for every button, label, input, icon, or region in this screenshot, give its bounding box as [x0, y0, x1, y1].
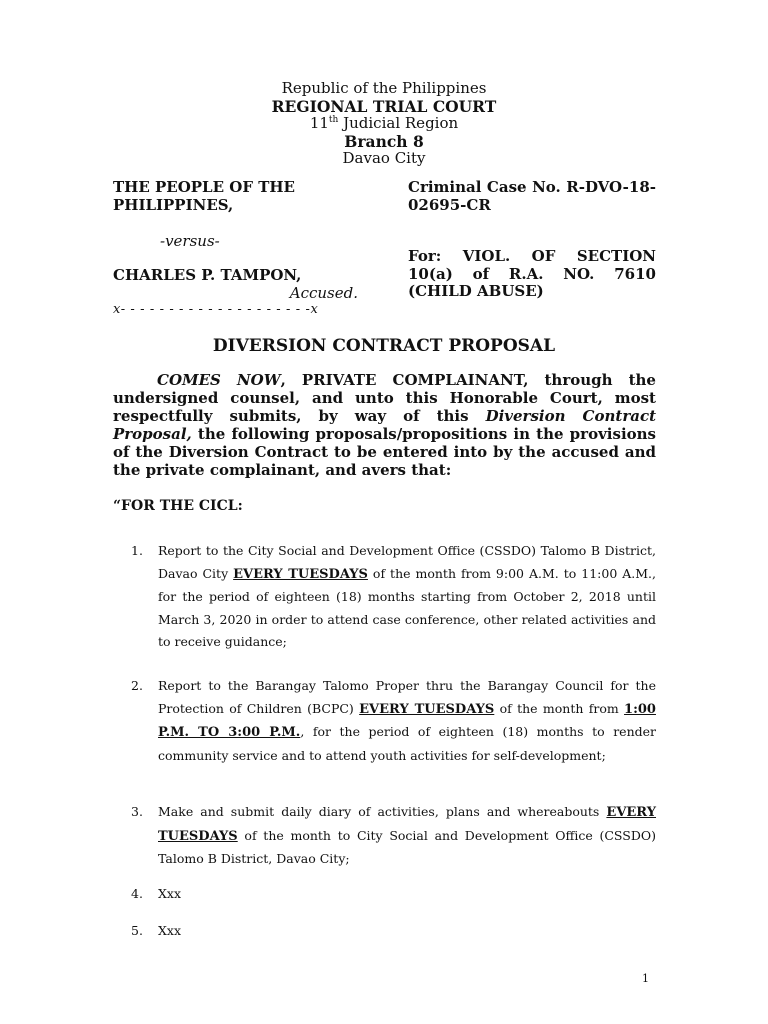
intro-paragraph: COMES NOW, PRIVATE COMPLAINANT, through the undersigned counsel, and unto this Honorable Court, most respectfully submits, by way of this Diversion Contract Proposal, the following proposals/propositions in the provisions of the Diversion Contract to be entered into by the accused and the private complainant, and avers that: [113, 371, 657, 479]
republic-line: Republic of the Philippines [281, 79, 487, 97]
list-item: 3. Make and submit daily diary of activities, plans and whereabouts EVERY TUESDAYS of the month to City Social and Development Office (CSSDO) Talomo B District, Davao City; [131, 804, 656, 866]
accused-label: Accused. [289, 284, 358, 302]
offense-description: For: VIOL. OF SECTION 10(a) of R.A. NO. 7610 (CHILD ABUSE) [408, 247, 656, 300]
list-item: 5. Xxx [131, 923, 181, 938]
document-title: DIVERSION CONTRACT PROPOSAL [212, 336, 556, 356]
city: Davao City [342, 149, 426, 167]
list-item: 2. Report to the Barangay Talomo Proper thru the Barangay Council for the Protection of Children (BCPC) EVERY TUESDAYS of the month from 1:00 P.M. TO 3:00 P.M., for the period of eighteen (18) months to render community service and to attend youth activities for self-development; [131, 678, 656, 763]
versus-label: -versus- [160, 232, 220, 250]
court-header [0, 80, 768, 168]
accused-name: CHARLES P. TAMPON, [113, 266, 302, 284]
case-number: Criminal Case No. R-DVO-18-02695-CR [408, 178, 656, 214]
page-number: 1 [642, 972, 649, 985]
judicial-region: 11th Judicial Region [309, 114, 459, 132]
list-item: 1. Report to the City Social and Development Office (CSSDO) Talomo B District, Davao City EVERY TUESDAYS of the month from 9:00 A.M. to 11:00 A.M., for the period of eighteen (18) months starting from October 2, 2018 until March 3, 2020 in order to attend case conference, other related activities and to receive guidance; [131, 543, 657, 649]
for-cicl-heading: “FOR THE CICL: [113, 498, 243, 514]
plaintiff-name: THE PEOPLE OF THE PHILIPPINES, [113, 178, 295, 214]
court-name: REGIONAL TRIAL COURT [271, 96, 497, 116]
caption-separator: x- - - - - - - - - - - - - - - - - - - -x [113, 302, 319, 317]
branch: Branch 8 [344, 131, 424, 151]
list-item: 4. Xxx [131, 886, 181, 901]
